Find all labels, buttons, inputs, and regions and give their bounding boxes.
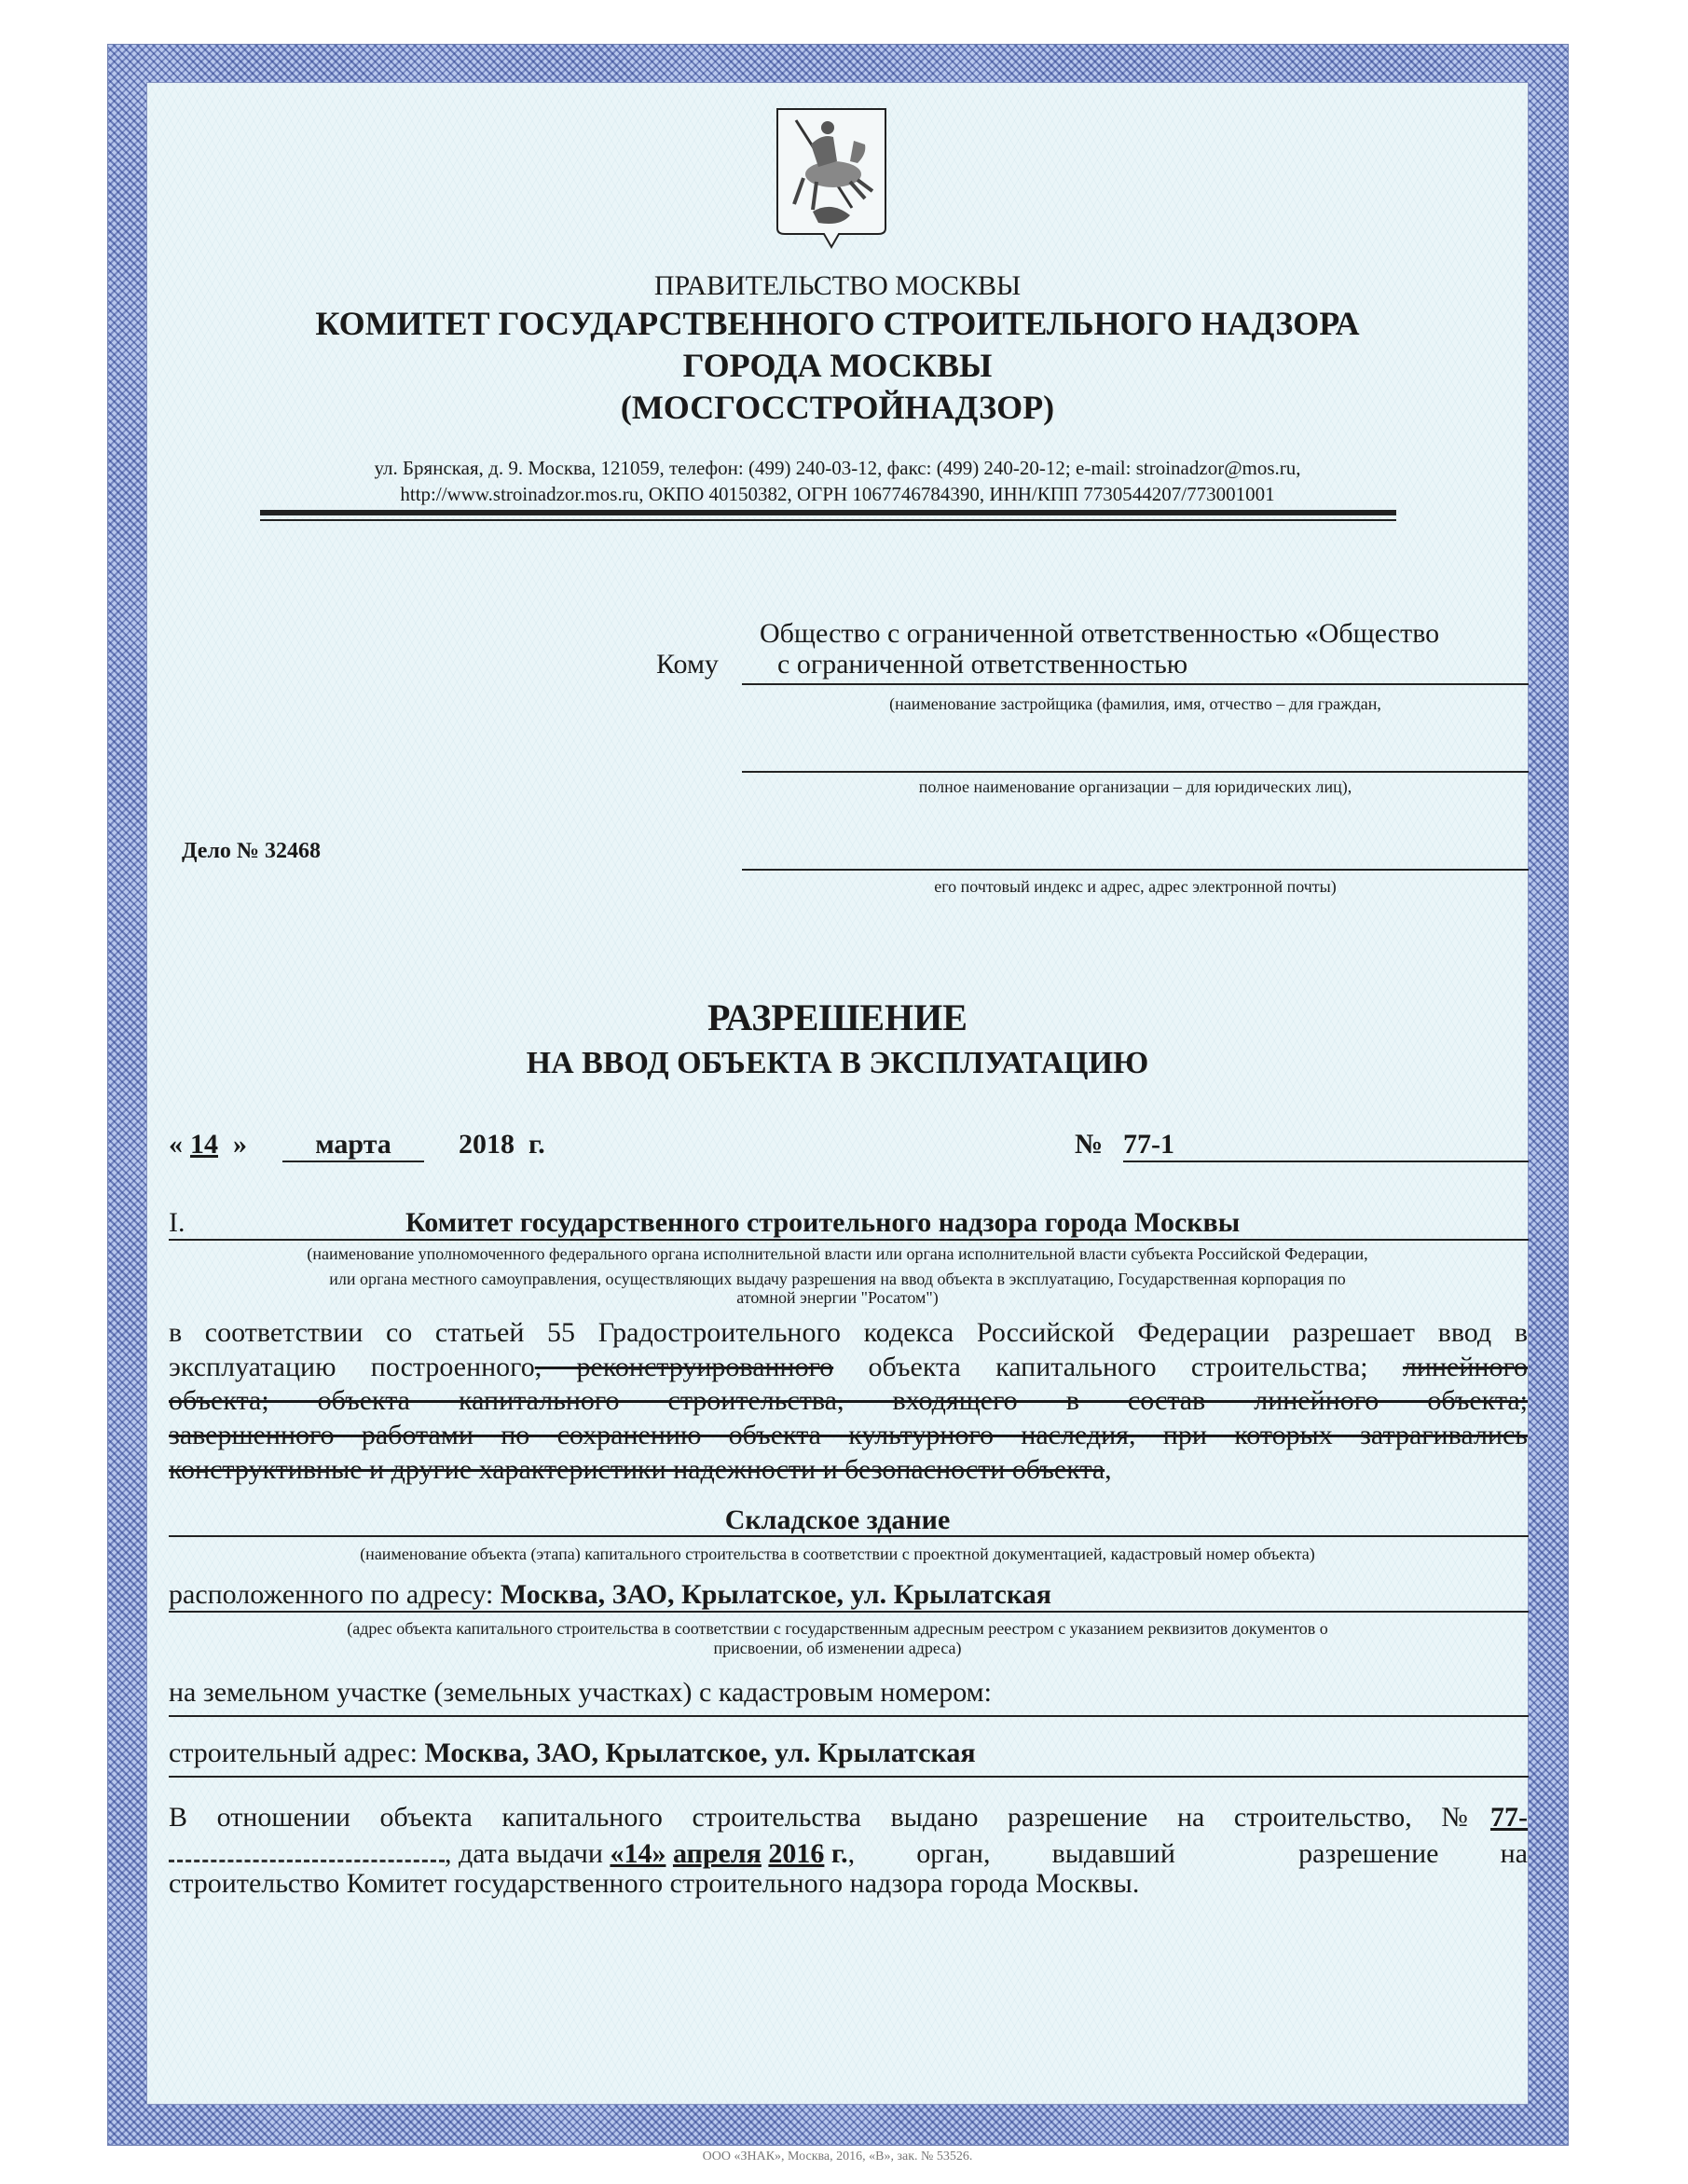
body-line: в соответствии со статьей 55 Градостроительного кодекса Российской Федерации разрешает ввод в bbox=[169, 1317, 1528, 1348]
permit-year: 2016 bbox=[768, 1838, 825, 1869]
permit-year-suffix: г. bbox=[824, 1838, 848, 1869]
body-line bbox=[169, 1453, 1112, 1487]
redacted-permit-number bbox=[169, 1835, 445, 1862]
section-numeral: I. bbox=[169, 1207, 185, 1238]
body-line bbox=[169, 1351, 1528, 1384]
committee-title: КОМИТЕТ ГОСУДАРСТВЕННОГО СТРОИТЕЛЬНОГО НАДЗОРА bbox=[315, 305, 1360, 342]
struck-text: , реконструированного bbox=[534, 1352, 834, 1382]
document-title: РАЗРЕШЕНИЕ bbox=[707, 996, 968, 1038]
number-label: № bbox=[1075, 1129, 1104, 1160]
recipient-value: Общество с ограниченной ответственностью «Общество bbox=[760, 618, 1440, 649]
address-value: Москва, ЗАО, Крылатское, ул. Крылатская bbox=[500, 1579, 1051, 1610]
date-year: 2018 г. bbox=[459, 1129, 545, 1160]
recipient-caption: полное наименование организации – для юридических лиц), bbox=[918, 777, 1352, 796]
struck-text: линейного bbox=[1402, 1352, 1529, 1382]
address-caption: присвоении, об изменении адреса) bbox=[713, 1639, 962, 1657]
address-caption: (адрес объекта капитального строительства в соответствии с государственным адресным реестром с указанием реквизитов документов о bbox=[347, 1619, 1328, 1638]
contacts-line: ул. Брянская, д. 9. Москва, 121059, телефон: (499) 240-03-12, факс: (499) 240-20-12; e-mail: stroinadzor@mos.ru, bbox=[374, 457, 1301, 479]
struck-text: конструктивные и другие характеристики надежности и безопасности объекта bbox=[169, 1454, 1105, 1485]
permit-number: 77-1 bbox=[1123, 1129, 1174, 1160]
header-rule-thin bbox=[260, 519, 1396, 521]
committee-short-name: (МОСГОССТРОЙНАДЗОР) bbox=[620, 389, 1055, 426]
struck-body-line: объекта; объекта капитального строительства, входящего в состав линейного объекта; bbox=[169, 1385, 1528, 1416]
body-text: объекта капитального строительства; bbox=[833, 1352, 1403, 1382]
committee-title-city: ГОРОДА МОСКВЫ bbox=[682, 347, 993, 384]
date-open-quote: « bbox=[169, 1129, 183, 1160]
case-number: Дело № 32468 bbox=[182, 839, 322, 863]
header-rule-thick bbox=[260, 510, 1396, 515]
document-subtitle: НА ВВОД ОБЪЕКТА В ЭКСПЛУАТАЦИЮ bbox=[526, 1046, 1149, 1080]
moscow-coat-of-arms-icon bbox=[775, 107, 887, 249]
recipient-field-line bbox=[742, 683, 1529, 685]
government-title: ПРАВИТЕЛЬСТВО МОСКВЫ bbox=[653, 270, 1022, 301]
authority-caption: или органа местного самоуправления, осуществляющих выдачу разрешения на ввод объекта в эксплуатацию, Государственная корпорация по bbox=[329, 1270, 1346, 1288]
permit-text: В отношении объекта капитального строительства выдано разрешение на строительство, № bbox=[169, 1802, 1490, 1833]
object-name: Складское здание bbox=[724, 1504, 951, 1535]
authority-caption: (наименование уполномоченного федерального органа исполнительной власти или органа исполнительной власти субъекта Российской Федерации, bbox=[307, 1244, 1368, 1263]
object-name-line bbox=[169, 1535, 1529, 1537]
building-address-value: Москва, ЗАО, Крылатское, ул. Крылатская bbox=[424, 1738, 976, 1768]
body-text: эксплуатацию построенного bbox=[169, 1352, 535, 1382]
authority-caption: атомной энергии "Росатом") bbox=[736, 1288, 939, 1307]
permit-line bbox=[169, 1835, 1528, 1871]
cadastral-label: на земельном участке (земельных участках) с кадастровым номером: bbox=[169, 1677, 992, 1708]
object-caption: (наименование объекта (этапа) капитального строительства в соответствии с проектной документацией, кадастровый номер объекта) bbox=[360, 1545, 1315, 1563]
permit-text: , орган, выдавший разрешение на bbox=[847, 1838, 1528, 1869]
recipient-field-line bbox=[742, 869, 1529, 871]
body-text: , bbox=[1105, 1454, 1112, 1485]
object-address bbox=[169, 1579, 1051, 1611]
struck-body-line: завершенного работами по сохранению объекта культурного наследия, при которых затрагивались bbox=[169, 1420, 1528, 1450]
contacts-line: http://www.stroinadzor.mos.ru, ОКПО 40150382, ОГРН 1067746784390, ИНН/КПП 7730544207/773001001 bbox=[400, 483, 1275, 505]
recipient-value: с ограниченной ответственностью bbox=[777, 649, 1188, 680]
permit-number-prefix: 77- bbox=[1490, 1802, 1528, 1833]
address-line bbox=[169, 1611, 1529, 1613]
building-address-label: строительный адрес: bbox=[169, 1738, 425, 1768]
cadastral-line bbox=[169, 1715, 1529, 1717]
issuing-authority: Комитет государственного строительного надзора города Москвы bbox=[405, 1207, 1241, 1238]
building-address-line bbox=[169, 1776, 1529, 1778]
permit-number-line bbox=[1123, 1161, 1529, 1162]
date-month: марта bbox=[282, 1129, 424, 1162]
building-address bbox=[169, 1738, 976, 1769]
permit-text: , дата выдачи bbox=[445, 1838, 611, 1869]
authority-line bbox=[169, 1239, 1529, 1241]
date-day: 14 bbox=[190, 1129, 218, 1160]
permit-month: апреля bbox=[672, 1838, 762, 1869]
recipient-label: Кому bbox=[656, 649, 719, 680]
recipient-caption: его почтовый индекс и адрес, адрес электронной почты) bbox=[934, 877, 1337, 896]
date-close-quote: » bbox=[233, 1129, 247, 1160]
printer-footer: ООО «ЗНАК», Москва, 2016, «В», зак. № 53526. bbox=[702, 2150, 973, 2163]
permit-day: «14» bbox=[610, 1838, 666, 1869]
recipient-field-line bbox=[742, 771, 1529, 773]
permit-line: строительство Комитет государственного строительного надзора города Москвы. bbox=[169, 1868, 1140, 1899]
recipient-caption: (наименование застройщика (фамилия, имя, отчество – для граждан, bbox=[889, 694, 1381, 713]
address-label: расположенного по адресу: bbox=[169, 1579, 501, 1610]
permit-line bbox=[169, 1801, 1528, 1834]
